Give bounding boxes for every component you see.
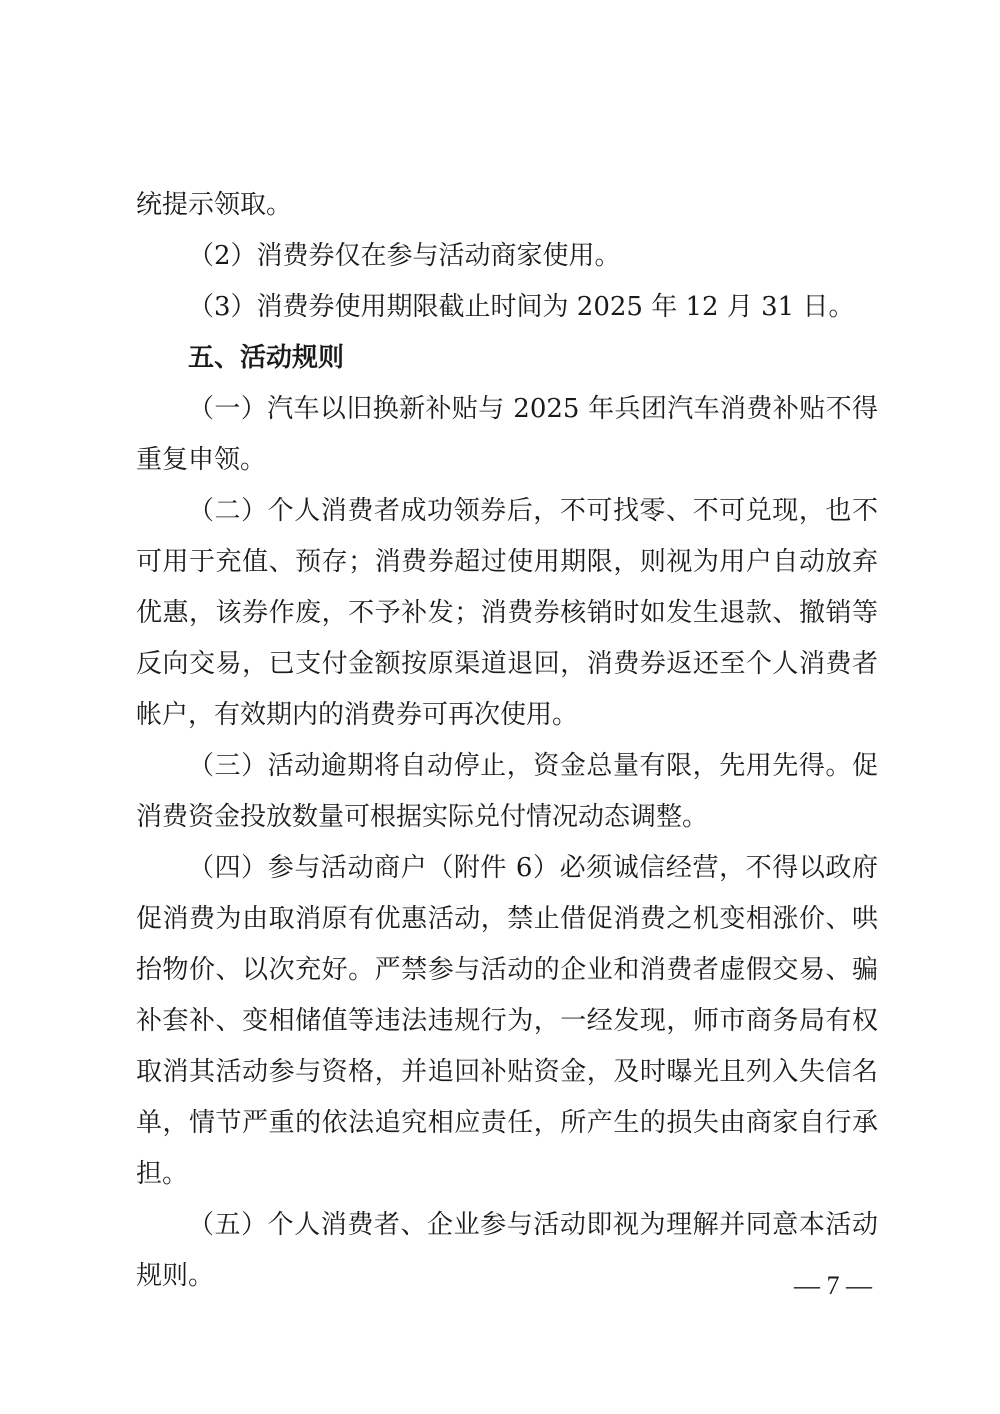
paragraph-line: 可用于充值、预存；消费券超过使用期限，则视为用户自动放弃	[136, 547, 878, 577]
page-number: — 7 —	[794, 1271, 872, 1300]
paragraph-line: （四）参与活动商户（附件 6）必须诚信经营，不得以政府	[188, 853, 878, 883]
paragraph-line: 补套补、变相储值等违法违规行为，一经发现，师市商务局有权	[136, 1006, 878, 1036]
paragraph-line: 取消其活动参与资格，并追回补贴资金，及时曝光且列入失信名	[136, 1057, 878, 1087]
paragraph-line: 担。	[136, 1159, 189, 1189]
paragraph-line: （2）消费券仅在参与活动商家使用。	[188, 241, 621, 271]
paragraph-line: 优惠，该券作废，不予补发；消费券核销时如发生退款、撤销等	[136, 598, 878, 628]
body-text	[136, 180, 878, 1302]
paragraph-line: 反向交易，已支付金额按原渠道退回，消费券返还至个人消费者	[136, 649, 878, 679]
paragraph-line: （一）汽车以旧换新补贴与 2025 年兵团汽车消费补贴不得	[188, 394, 878, 424]
paragraph-line: 统提示领取。	[136, 190, 293, 220]
paragraph-line: 单，情节严重的依法追究相应责任，所产生的损失由商家自行承	[136, 1108, 878, 1138]
paragraph-line: （二）个人消费者成功领券后，不可找零、不可兑现，也不	[188, 496, 878, 526]
paragraph-line: 促消费为由取消原有优惠活动，禁止借促消费之机变相涨价、哄	[136, 904, 878, 934]
paragraph-line: 消费资金投放数量可根据实际兑付情况动态调整。	[136, 802, 709, 832]
paragraph-line: （三）活动逾期将自动停止，资金总量有限，先用先得。促	[188, 751, 878, 781]
paragraph-line: 抬物价、以次充好。严禁参与活动的企业和消费者虚假交易、骗	[136, 955, 878, 985]
paragraph-line: 重复申领。	[136, 445, 267, 475]
paragraph-line: （五）个人消费者、企业参与活动即视为理解并同意本活动	[188, 1210, 878, 1240]
paragraph-line: 帐户，有效期内的消费券可再次使用。	[136, 700, 579, 730]
paragraph-line: 规则。	[136, 1261, 215, 1291]
section-heading: 五、活动规则	[188, 343, 345, 373]
paragraph-line: （3）消费券使用期限截止时间为 2025 年 12 月 31 日。	[188, 292, 855, 322]
